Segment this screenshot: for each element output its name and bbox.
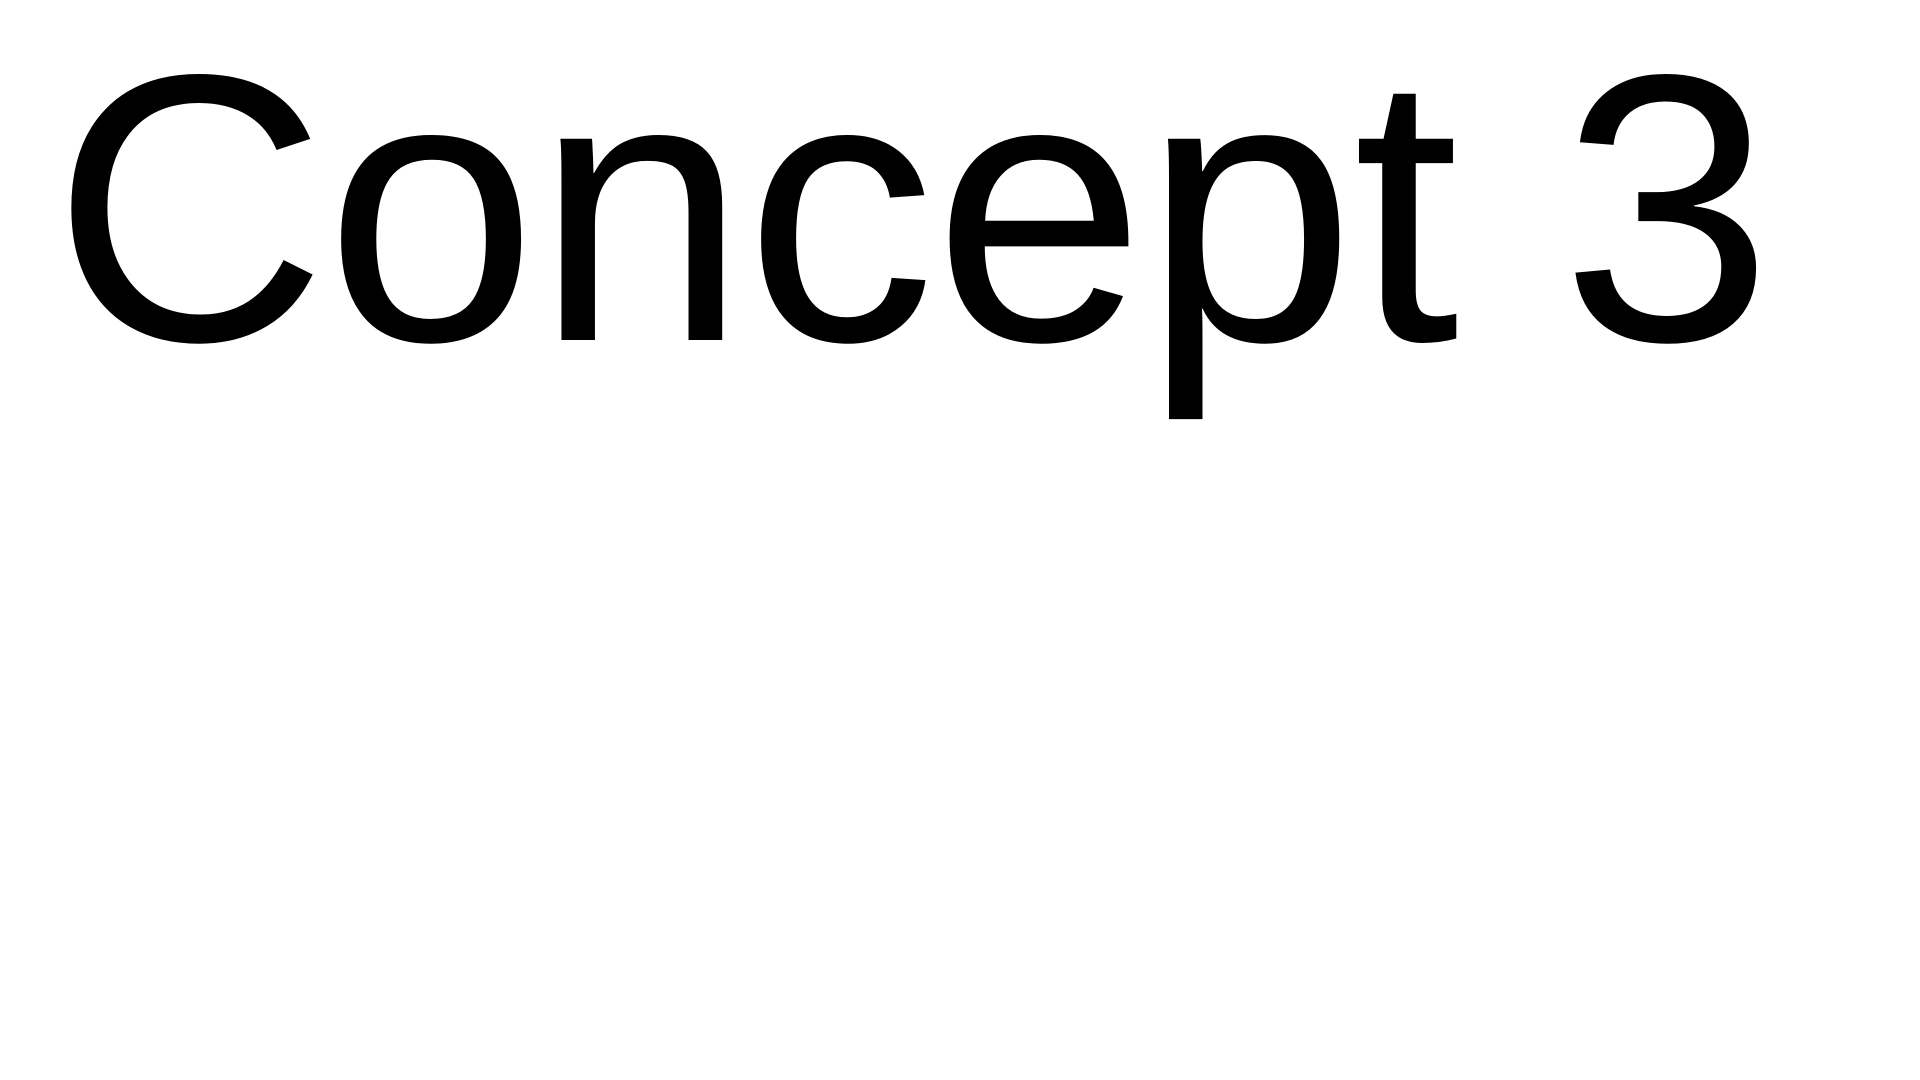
slide-title: Concept 3: [52, 0, 1771, 421]
